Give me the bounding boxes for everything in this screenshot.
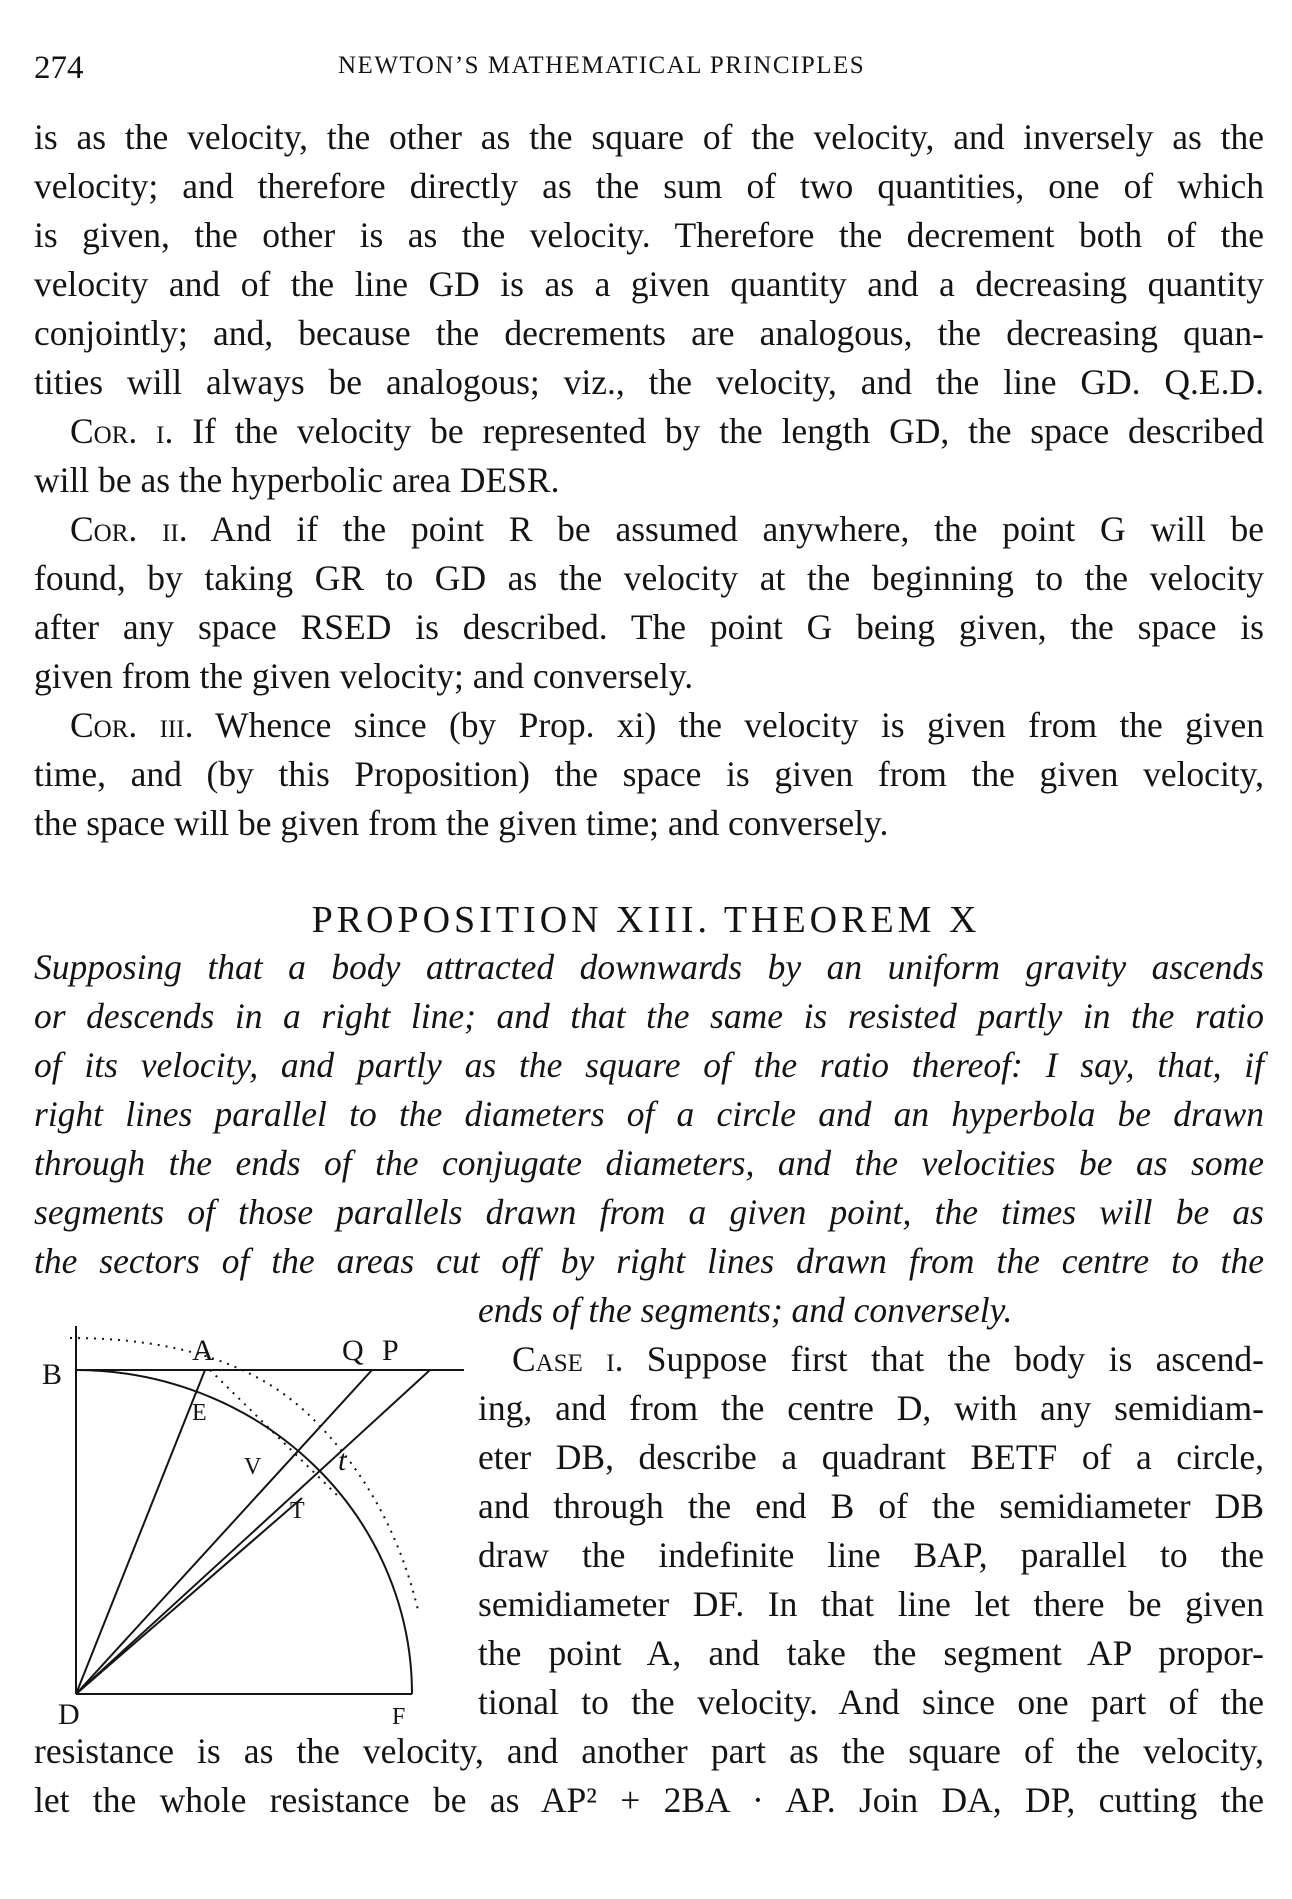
statement-line: Supposing that a body attracted downwards by an uniform gravity ascends (34, 947, 1264, 987)
figure-svg (40, 1298, 470, 1730)
body-line: semidiameter DF. In that line let there be given (478, 1584, 1264, 1624)
running-title: NEWTON’S MATHEMATICAL PRINCIPLES (338, 52, 866, 79)
body-line: velocity and of the line GD is as a given quantity and a decreasing quantity (34, 264, 1264, 304)
proposition-heading: PROPOSITION XIII. THEOREM X (311, 899, 981, 941)
figure-label-d: D (58, 1698, 80, 1730)
body-line: is given, the other is as the velocity. Therefore the decrement both of the (34, 215, 1264, 255)
body-line: is as the velocity, the other as the square of the velocity, and inversely as the (34, 117, 1264, 157)
body-line: found, by taking GR to GD as the velocity at the beginning to the velocity (34, 558, 1264, 598)
case-1-first-line: Case i. Suppose first that the body is ascend- (512, 1339, 1265, 1379)
figure-label-q: Q (342, 1334, 364, 1367)
body-line: time, and (by this Proposition) the space is given from the given velocity, (34, 754, 1264, 794)
body-line: resistance is as the velocity, and another part as the square of the velocity, (34, 1731, 1264, 1771)
body-line: tional to the velocity. And since one part of the (478, 1682, 1264, 1722)
corollary-3-first-line: Cor. iii. Whence since (by Prop. xi) the velocity is given from the given (70, 705, 1264, 745)
page-number: 274 (34, 50, 84, 86)
statement-line: ends of the segments; and conversely. (478, 1290, 1013, 1330)
geometric-figure (40, 1298, 470, 1730)
body-line: the space will be given from the given time; and conversely. (34, 803, 889, 843)
body-line: tities will always be analogous; viz., the velocity, and the line GD. Q.E.D. (34, 362, 1264, 402)
body-line: given from the given velocity; and conversely. (34, 656, 694, 696)
figure-label-t: T (290, 1498, 305, 1524)
corollary-2-first-line: Cor. ii. And if the point R be assumed anywhere, the point G will be (70, 509, 1264, 549)
statement-line: of its velocity, and partly as the square of the ratio thereof: I say, that, if (34, 1045, 1264, 1085)
statement-line: or descends in a right line; and that the same is resisted partly in the ratio (34, 996, 1264, 1036)
figure-label-t-small: t (338, 1444, 347, 1477)
line-dv (76, 1498, 302, 1694)
line-da (76, 1370, 205, 1694)
figure-label-f: F (392, 1704, 406, 1730)
body-line: velocity; and therefore directly as the sum of two quantities, one of which (34, 166, 1264, 206)
figure-label-b: B (42, 1358, 63, 1391)
corollary-1-first-line: Cor. i. If the velocity be represented by the length GD, the space described (70, 411, 1265, 451)
figure-label-p: P (382, 1334, 399, 1367)
corollary-3-label: Cor. iii. (70, 705, 194, 745)
quadrant-arc (76, 1370, 412, 1694)
corollary-2-label: Cor. ii. (70, 509, 188, 549)
statement-line: the sectors of the areas cut off by right lines drawn from the centre to the (34, 1241, 1264, 1281)
body-line: let the whole resistance be as AP² + 2BA · AP. Join DA, DP, cutting the (34, 1780, 1264, 1820)
body-line: will be as the hyperbolic area DESR. (34, 460, 560, 500)
statement-line: through the ends of the conjugate diameters, and the velocities be as some (34, 1143, 1264, 1183)
body-line: ing, and from the centre D, with any semidiam- (478, 1388, 1264, 1428)
statement-line: segments of those parallels drawn from a given point, the times will be as (34, 1192, 1264, 1232)
body-line: eter DB, describe a quadrant BETF of a circle, (478, 1437, 1264, 1477)
figure-label-a: A (192, 1334, 214, 1367)
body-line: draw the indefinite line BAP, parallel to the (478, 1535, 1264, 1575)
body-line: after any space RSED is described. The point G being given, the space is (34, 607, 1264, 647)
body-line: conjointly; and, because the decrements are analogous, the decreasing quan- (34, 313, 1264, 353)
figure-label-e: E (192, 1400, 207, 1426)
body-line: the point A, and take the segment AP propor- (478, 1633, 1264, 1673)
body-line: and through the end B of the semidiameter DB (478, 1486, 1264, 1526)
figure-label-v: V (244, 1454, 262, 1480)
statement-line: right lines parallel to the diameters of a circle and an hyperbola be drawn (34, 1094, 1264, 1134)
line-dq (76, 1370, 372, 1694)
corollary-1-label: Cor. i. (70, 411, 174, 451)
case-1-label: Case i. (512, 1339, 624, 1379)
